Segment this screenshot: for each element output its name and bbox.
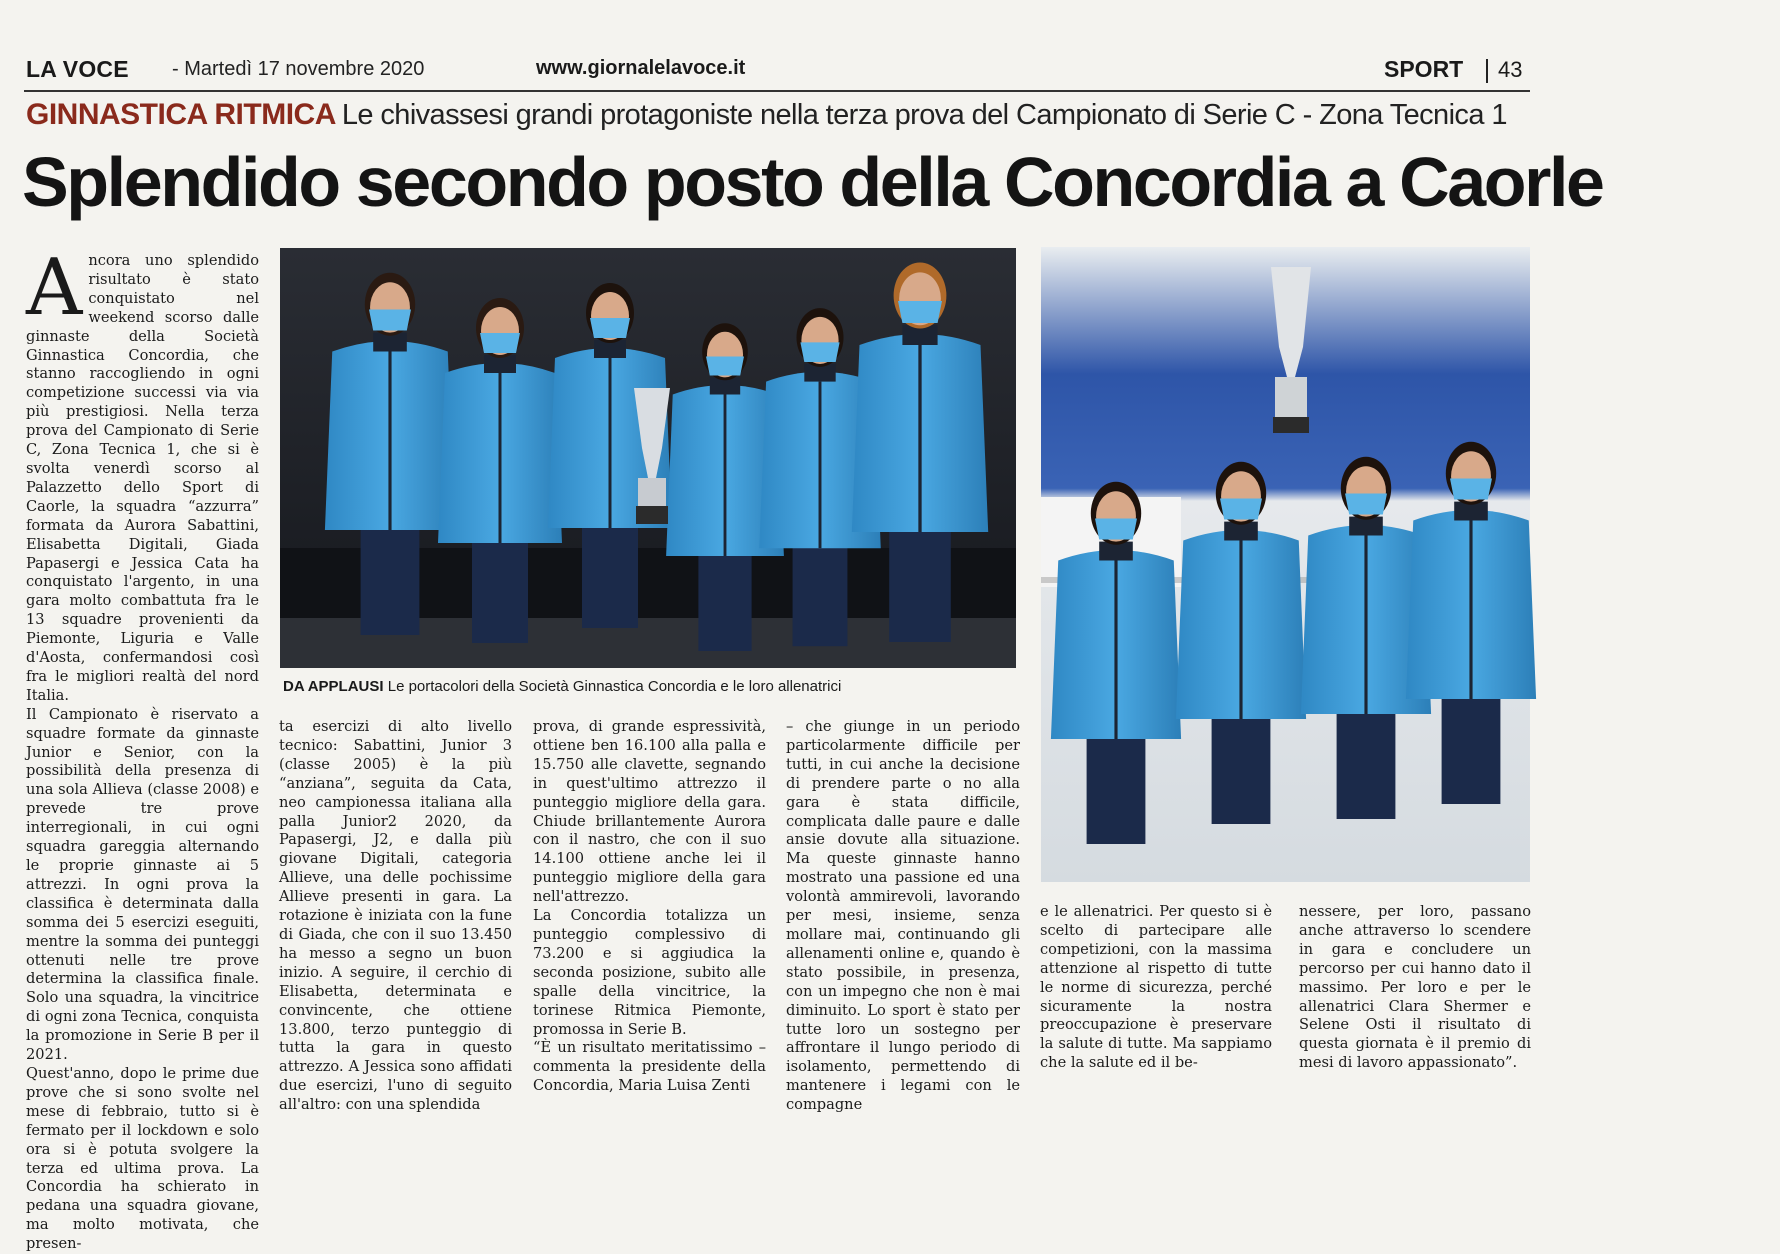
- paragraph-col3: prova, di grande espressività, ottiene ben 16.100 alla palla e 15.750 alle clavette, segnando in quest'ultimo attrezzo il punteggio migliore della gara. Chiude brillantemente Aurora con il nastro, che con il suo 14.100 ottiene anche lei il punteggio migliore della gara nell'attrezzo.: [533, 718, 766, 906]
- team-photo-illustration: [280, 248, 1016, 668]
- photo-caption: [283, 678, 1018, 702]
- headline: Splendido secondo posto della Concordia a Caorle: [22, 143, 1603, 221]
- kicker-category: GINNASTICA RITMICA: [26, 98, 336, 131]
- paragraph-intro: ncora uno splendido risultato è stato conquistato nel weekend scorso dalle ginnaste della Società Ginnastica Concordia, che stanno raccogliendo in ogni competizione successi via via più prestigiosi. Nella terza prova del Campionato di Serie C, Zona Tecnica 1, che si è svolta venerdì scorso al Palazzetto dello Sport di Caorle, la squadra “azzurra” formata da Aurora Sabattini, Elisabetta Digitali, Giada Papasergi e Jessica Cata ha conquistato l'argento, in una gara molto combattuta fra le 13 squadre provenienti da Piemonte, Liguria e Valle d'Aosta, confermandosi così fra le migliori realtà del nord Italia.: [26, 252, 259, 704]
- paragraph-col2: ta esercizi di alto livello tecnico: Sabattini, Junior 3 (classe 2005) è la più “anziana”, seguita da Cata, neo campionessa italiana alla palla Junior2 2020, da Papasergi, J2, e dalla più giovane Digitali, categoria Allieve, una delle pochissime Allieve presenti in gara. La rotazione è iniziata con la fune di Giada, che con il suo 13.450 ha messo a segno un buon inizio. A seguire, il cerchio di Elisabetta, determinata e convincente, che ottiene 13.800, terzo punteggio di tutta la gara in questo attrezzo. A Jessica sono affidati due esercizi, l'uno di seguito all'altro: con una splendida: [279, 718, 512, 1114]
- paragraph-col3c: “È un risultato meritatissimo – commenta la presidente della Concordia, Maria Luisa Zenti: [533, 1039, 766, 1095]
- trophy-photo: [1041, 247, 1530, 882]
- page-number: 43: [1498, 57, 1523, 82]
- article-column-6: [1299, 903, 1531, 1072]
- issue-date: - Martedì 17 novembre 2020: [172, 58, 425, 80]
- paragraph-col3b: La Concordia totalizza un punteggio complessivo di 73.200 e si aggiudica la seconda posizione, subito alle spalle della vincitrice, la torinese Ritmica Piemonte, promossa in Serie B.: [533, 907, 766, 1038]
- article-column-5: [1040, 903, 1272, 1072]
- paragraph-col5: e le allenatrici. Per questo si è scelto di partecipare alle competizioni, con la massima attenzione al rispetto di tutte le norme di sicurezza, perché sicuramente la nostra preoccupazione è preservare la salute di tutte. Ma sappiamo che la salute ed il be-: [1040, 903, 1272, 1072]
- article-column-1: [26, 243, 259, 1253]
- kicker: [26, 98, 1532, 138]
- paragraph-campionato: Il Campionato è riservato a squadre formate da ginnaste Junior e Senior, con la possibilità della presenza di una sola Allieva (classe 2008) e prevede tre prove interregionali, in cui ogni squadra gareggia alternando le proprie ginnaste ai 5 attrezzi. In ogni prova la classifica è determinata dalla somma dei 5 esercizi eseguiti, mentre la somma dei punteggi ottenuti nelle tre prove determina la classifica finale. Solo una squadra, la vincitrice di ogni zona Tecnica, conquista la promozione in Serie B per il 2021.: [26, 705, 259, 1064]
- article-column-2: [279, 718, 512, 1114]
- caption-label: DA APPLAUSI: [283, 678, 384, 695]
- newspaper-name: LA VOCE: [26, 56, 129, 82]
- drop-cap: A: [26, 243, 83, 333]
- paragraph-col4: – che giunge in un periodo particolarmente difficile per tutti, in cui anche la decisione di prendere parte o no alla gara è stata difficile, complicata dalle paure e dalle ansie dovute alla situazione. Ma queste ginnaste hanno mostrato una passione ed una volontà ammirevoli, lavorando per mesi, insieme, senza mollare mai, continuando gli allenamenti online e, quando è stato possibile, in presenza, con un impegno che non è mai diminuito. Lo sport è stato per tutte loro un sostegno per affrontare il lungo periodo di isolamento, permettendo di mantenere i legami con le compagne: [786, 718, 1020, 1114]
- masthead: [26, 56, 1532, 90]
- kicker-subtitle: Le chivassesi grandi protagoniste nella terza prova del Campionato di Serie C - Zona Tecnica 1: [341, 99, 1507, 131]
- section-name: SPORT: [1384, 56, 1464, 82]
- team-photo: [280, 248, 1016, 668]
- caption-text: Le portacolori della Società Ginnastica Concordia e le loro allenatrici: [387, 678, 842, 695]
- article-column-3: [533, 718, 766, 1095]
- masthead-rule: [24, 90, 1530, 92]
- paragraph-col6: nessere, per loro, passano anche attraverso lo scendere in gara e concludere un percorso per cui hanno dato il massimo. Per loro e per le allenatrici Clara Shermer e Selene Osti il risultato di questa giornata è il premio di mesi di lavoro appassionato”.: [1299, 903, 1531, 1072]
- website-url: www.giornalelavoce.it: [536, 57, 746, 79]
- article-column-4: [786, 718, 1020, 1114]
- paragraph-quest-anno: Quest'anno, dopo le prime due prove che si sono svolte nel mese di febbraio, tutto si è fermato per il lockdown e solo ora si è potuta svolgere la terza ed ultima prova. La Concordia ha schierato in pedana una squadra giovane, ma molto motivata, che presen-: [26, 1064, 259, 1253]
- masthead-divider: [1486, 59, 1488, 83]
- trophy-photo-illustration: [1041, 247, 1530, 882]
